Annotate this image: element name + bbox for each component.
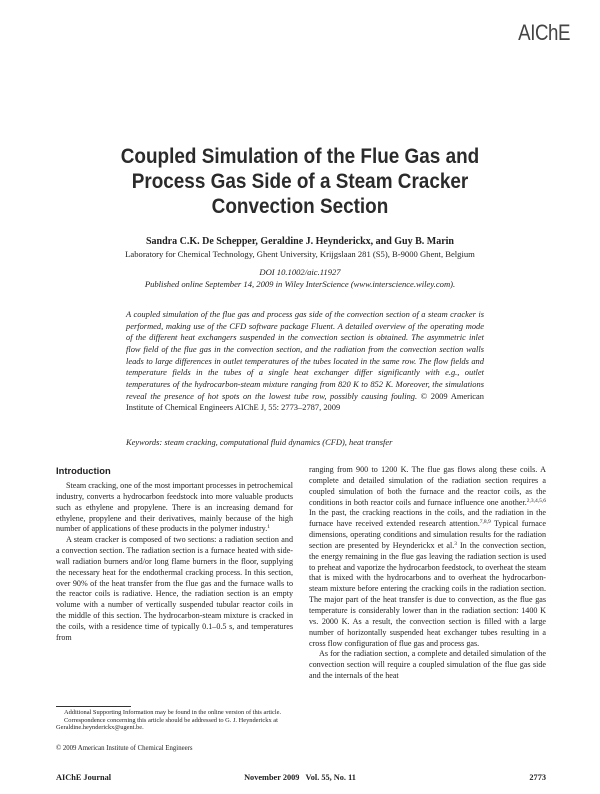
right-column bbox=[309, 465, 546, 682]
footnote: Additional Supporting Information may be found in the online version of this article. bbox=[64, 709, 282, 716]
paragraph: As for the radiation section, a complete and detailed simulation of the convection section will require a coupled simulation of the flue gas side and the internals of the heat bbox=[309, 649, 546, 681]
paragraph: Steam cracking, one of the most important processes in petrochemical industry, converts a hydrocarbon feedstock into more valuable products such as ethylene and propylene. There is an increasing demand for ethylene, propylene and their derivatives, mainly because of the high number of applications of these products in the polymer industry.$^1$ bbox=[56, 481, 294, 534]
title-line: Coupled Simulation of the Flue Gas and bbox=[120, 144, 480, 168]
title-line: Process Gas Side of a Steam Cracker bbox=[131, 169, 469, 193]
left-column bbox=[56, 481, 293, 644]
abstract-copyright: © 2009 American Institute of Chemical Engineers AIChE J, 55: 2773–2787, 2009 bbox=[126, 390, 484, 413]
footnote-rule bbox=[56, 706, 131, 707]
page-number: 2773 bbox=[529, 773, 546, 782]
footnotes bbox=[56, 709, 296, 732]
citation: 1 bbox=[267, 524, 270, 531]
copyright-notice: © 2009 American Institute of Chemical Engineers bbox=[56, 745, 193, 752]
paragraph: A steam cracker is composed of two sections: a radiation section and a convection section. The radiation section is a furnace heated with side-wall radiation burners and/or long flame burners in the floor, supplying the necessary heat for the endothermal cracking process. In this section, over 90% of the heat transfer from the flue gas and the furnace walls to the reactor coils is radiative. Hence, the radiation section is an empty volume with a number of vertically suspended tubular reactor coils in the middle of this section. The hydrocarbon-steam mixture is cracked in the coils, with a residence time of typically 0.1–0.5 s, and temperatures from bbox=[56, 535, 293, 642]
journal-brand-logo: AIChE bbox=[518, 20, 570, 45]
footnote: Correspondence concerning this article should be addressed to G. J. Heynderickx at Geraldine.heynderickx@ugent.be. bbox=[56, 716, 278, 732]
footer-journal: AIChE Journal bbox=[56, 773, 112, 782]
citation: 2,3,4,5,6 bbox=[526, 497, 546, 504]
title-line: Convection Section bbox=[211, 194, 389, 218]
abstract-text: A coupled simulation of the flue gas and process gas side of the convection section of a steam cracker is performed, making use of the CFD software package Fluent. A detailed overview of the operating mode of the different heat exchangers suspended in the convection section is obtained. The asymmetric inlet flow field of the flue gas in the convection section, and the radiation from the convection section walls leads to large differences in outlet temperatures of the tubes located in the same row. The flow fields and temperature fields in the tubes of a single heat exchanger differ significantly with e.g., outlet temperatures of the hydrocarbon-steam mixture ranging from 820 K to 852 K. Moreover, the simulations reveal the presence of hot spots on the lowest tube row, possibly causing fouling. bbox=[126, 309, 484, 401]
article-title bbox=[89, 144, 511, 219]
affiliation: Laboratory for Chemical Technology, Ghent University, Krijgslaan 281 (S5), B-9000 Ghent, Belgium bbox=[125, 249, 475, 259]
footer-issue: November 2009 Vol. 55, No. 11 bbox=[244, 773, 356, 782]
citation: 3 bbox=[454, 540, 458, 547]
author-list: Sandra C.K. De Schepper, Geraldine J. Heynderickx, and Guy B. Marin bbox=[146, 236, 454, 247]
citation: 7,8,9 bbox=[479, 519, 491, 526]
section-heading-introduction: Introduction bbox=[56, 465, 111, 476]
abstract bbox=[126, 309, 484, 414]
doi: DOI 10.1002/aic.11927 bbox=[259, 267, 341, 277]
publication-info: Published online September 14, 2009 in Wiley InterScience (www.interscience.wiley.com). bbox=[144, 279, 456, 289]
paragraph: ranging from 900 to 1200 K. The flue gas flows along these coils. A complete and detailed simulation of the radiation section requires a coupled simulation of both the furnace and the reactor coils, as the conditions in both reactor coils and furnace influence one another.$^{2,3,4,5,6}$ In the past, the cracking reactions in the coils, and the radiation in the furnace have received extended research attention.$^{7,8,9}$ Typical furnace dimensions, operating conditions and simulation results for the radiation section are presented by Heynderickx et al.$^3$ In the convection section, the energy remaining in the flue gas leaving the radiation section is used to preheat and vaporize the hydrocarbon feedstock, to overheat the steam that is mixed with the hydrocarbons and to overheat the hydrocarbon-steam mixture before entering the cracking coils in the radiation section. The major part of the heat transfer is due to convection, as the flue gas temperature is considerably lower than in the radiation section: 1400 K vs. 2000 K. As a result, the convection section is filled with a large number of horizontally suspended heat exchanger tubes resulting in a cross flow configuration of flue gas and process gas. bbox=[309, 465, 546, 648]
keywords: Keywords: steam cracking, computational fluid dynamics (CFD), heat transfer bbox=[126, 437, 393, 447]
